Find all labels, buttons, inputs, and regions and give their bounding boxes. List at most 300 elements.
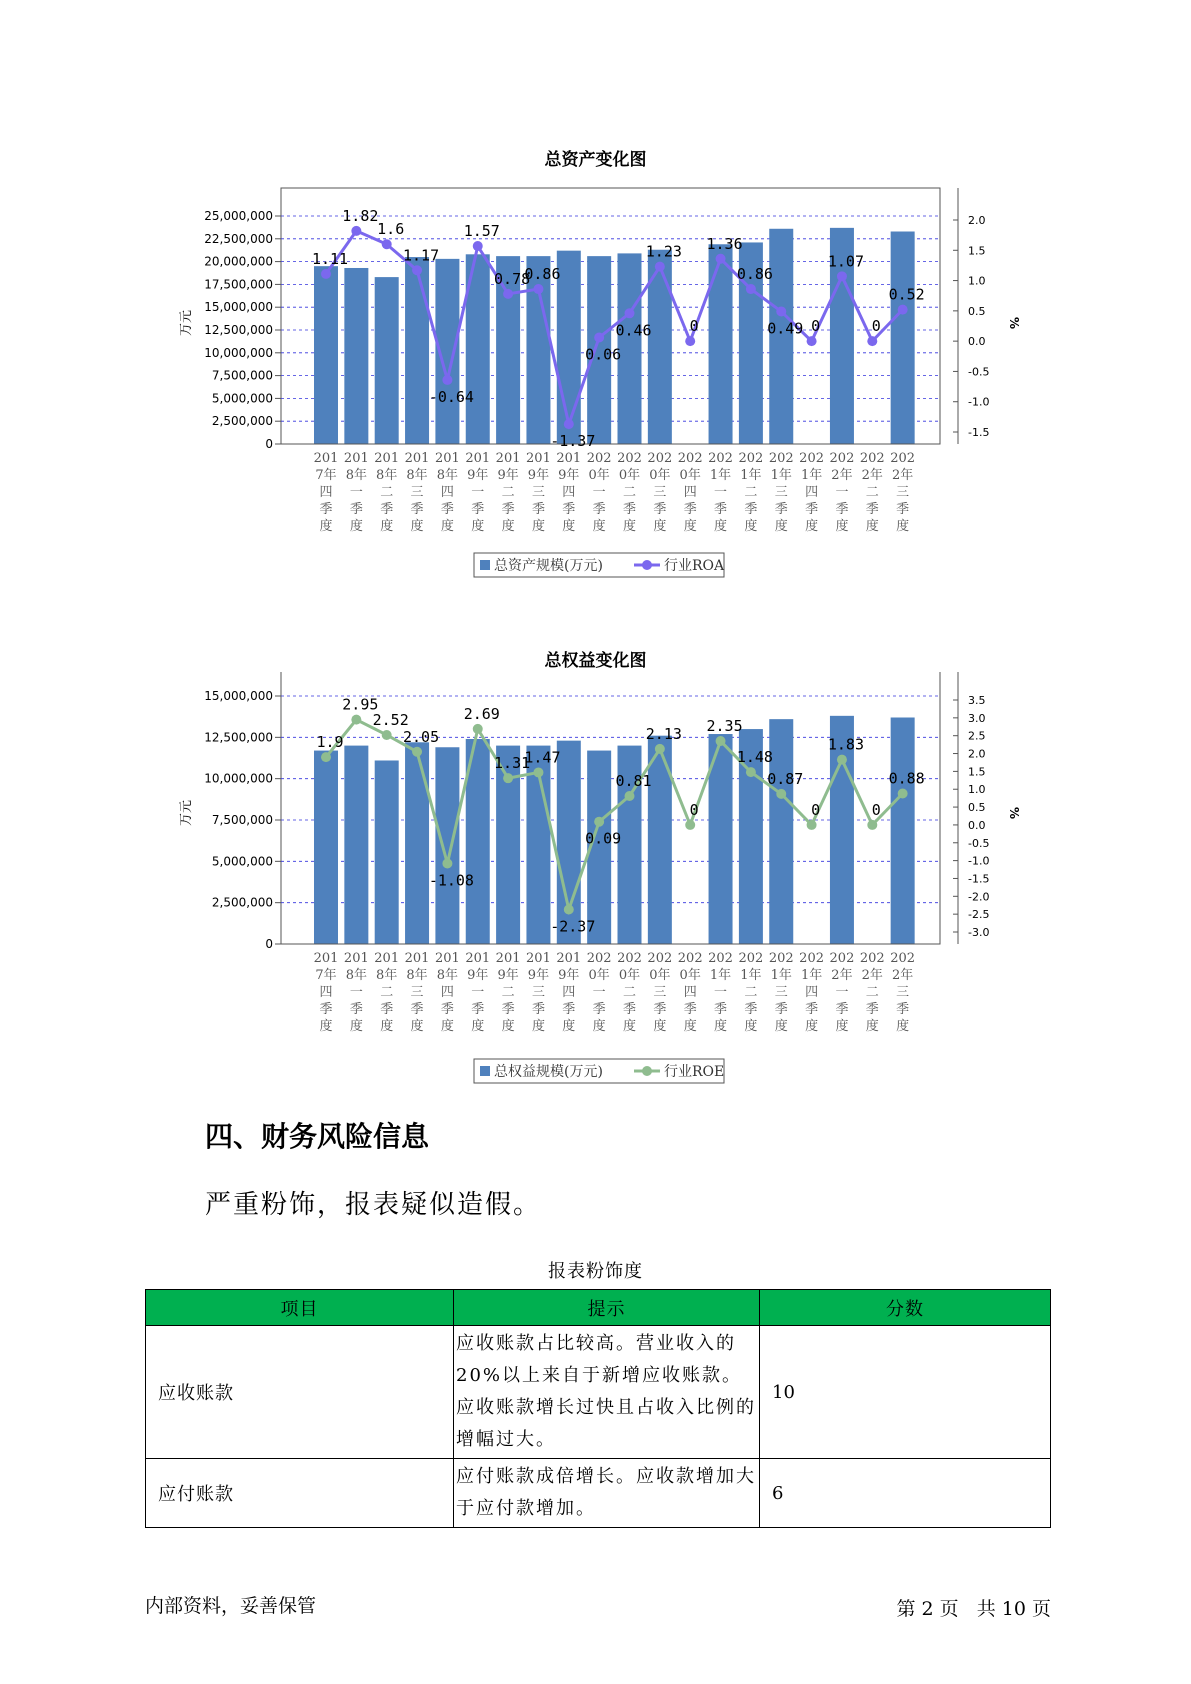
x-tick-label: 三	[896, 985, 910, 1000]
x-tick-label: 201	[404, 951, 430, 966]
y-tick-label: 5,000,000	[211, 391, 273, 406]
x-tick-label: 季	[622, 1002, 637, 1017]
x-tick-label: 季	[531, 502, 545, 517]
y2-tick-label: 1.5	[968, 765, 986, 779]
y2-axis-label: %	[1007, 806, 1021, 820]
series-point	[533, 767, 543, 777]
x-tick-label: 9年	[467, 468, 489, 483]
x-tick-label: 度	[653, 1019, 667, 1034]
x-tick-label: 1年	[709, 968, 732, 983]
x-tick-label: 度	[805, 1019, 819, 1034]
x-tick-label: 2年	[892, 968, 914, 983]
data-label: 0.78	[494, 269, 531, 288]
x-tick-label: 0年	[588, 968, 610, 983]
x-tick-label: 度	[562, 519, 576, 534]
x-tick-label: 度	[380, 1019, 394, 1034]
x-tick-label: 度	[865, 519, 879, 534]
x-tick-label: 度	[835, 1019, 849, 1034]
bar	[314, 751, 338, 944]
row-item: 应收账款	[146, 1326, 454, 1459]
risk-table	[145, 1289, 1051, 1528]
x-tick-label: 季	[683, 1002, 697, 1017]
bar	[344, 746, 368, 944]
total-assets-chart	[0, 172, 1191, 592]
y2-tick-label: 1.5	[968, 244, 986, 258]
data-label: 0	[689, 317, 699, 336]
table-row	[146, 1459, 1051, 1528]
y2-tick-label: 0.0	[968, 818, 986, 832]
x-tick-label: 度	[744, 1019, 758, 1034]
y2-tick-label: 0.0	[968, 335, 986, 349]
x-tick-label: 202	[617, 951, 642, 966]
x-tick-label: 四	[562, 485, 576, 500]
x-tick-label: 度	[440, 519, 454, 534]
y2-tick-label: 0.5	[968, 304, 986, 318]
x-tick-label: 季	[501, 1002, 515, 1017]
x-tick-label: 0年	[618, 968, 641, 983]
data-label: 1.48	[736, 748, 773, 767]
x-tick-label: 季	[471, 502, 485, 517]
x-tick-label: 8年	[345, 968, 367, 983]
x-tick-label: 二	[622, 485, 637, 500]
x-tick-label: 0年	[618, 468, 641, 483]
series-point	[351, 226, 361, 236]
x-tick-label: 度	[319, 1019, 333, 1034]
legend-line-marker	[642, 1066, 652, 1076]
x-tick-label: 三	[653, 485, 667, 500]
x-tick-label: 度	[865, 1019, 879, 1034]
series-point	[321, 752, 331, 762]
x-tick-label: 三	[531, 985, 545, 1000]
x-tick-label: 9年	[527, 968, 550, 983]
x-tick-label: 202	[799, 451, 825, 466]
x-tick-label: 季	[744, 1002, 758, 1017]
x-tick-label: 1年	[800, 968, 823, 983]
x-tick-label: 二	[865, 985, 879, 1000]
x-tick-label: 四	[440, 985, 454, 1000]
header-hint: 提示	[454, 1290, 760, 1326]
x-tick-label: 季	[440, 502, 454, 517]
x-tick-label: 1年	[800, 468, 823, 483]
x-tick-label: 2年	[892, 468, 914, 483]
data-label: 0	[871, 800, 881, 819]
x-tick-label: 201	[526, 451, 551, 466]
y-tick-label: 10,000,000	[204, 345, 273, 360]
x-tick-label: 201	[374, 951, 400, 966]
bar	[375, 277, 399, 444]
data-label: 1.36	[706, 234, 743, 253]
x-tick-label: 四	[319, 485, 333, 500]
x-tick-label: 度	[380, 519, 394, 534]
x-tick-label: 度	[744, 519, 758, 534]
series-point	[898, 789, 908, 799]
x-tick-label: 二	[501, 985, 515, 1000]
x-tick-label: 一	[592, 485, 606, 500]
x-tick-label: 9年	[497, 468, 519, 483]
bar	[405, 257, 429, 444]
series-point	[625, 308, 635, 318]
x-tick-label: 201	[556, 951, 582, 966]
x-tick-label: 季	[714, 502, 728, 517]
series-point	[746, 284, 756, 294]
table-header-row	[146, 1290, 1051, 1326]
x-tick-label: 季	[319, 502, 333, 517]
x-tick-label: 二	[622, 985, 637, 1000]
x-tick-label: 一	[835, 485, 849, 500]
x-tick-label: 201	[374, 451, 400, 466]
x-tick-label: 8年	[345, 468, 367, 483]
data-label: -1.08	[428, 871, 474, 890]
row-item: 应付账款	[146, 1459, 454, 1528]
y-tick-label: 7,500,000	[211, 813, 273, 827]
x-tick-label: 1年	[740, 468, 762, 483]
x-tick-label: 一	[471, 485, 485, 500]
y2-tick-label: 2.0	[968, 214, 986, 227]
x-tick-label: 季	[349, 1002, 363, 1017]
x-tick-label: 201	[434, 951, 460, 966]
x-tick-label: 度	[805, 519, 819, 534]
y2-tick-label: 1.0	[968, 783, 986, 797]
series-point	[533, 284, 543, 294]
x-tick-label: 202	[586, 451, 612, 466]
x-tick-label: 二	[380, 985, 394, 1000]
x-tick-label: 202	[738, 951, 764, 966]
x-tick-label: 一	[349, 985, 363, 1000]
x-tick-label: 度	[622, 519, 637, 534]
y-tick-label: 0	[265, 937, 273, 951]
x-tick-label: 一	[714, 985, 728, 1000]
bar	[435, 747, 459, 944]
footer-page-number: 第 2 页 共 10 页	[896, 1598, 1051, 1620]
series-point	[594, 333, 604, 343]
footer-confidential-note: 内部资料，妥善保管	[145, 1595, 317, 1617]
x-tick-label: 度	[562, 1019, 576, 1034]
series-point	[867, 336, 877, 346]
x-tick-label: 季	[562, 1002, 576, 1017]
series-point	[351, 715, 361, 725]
series-point	[442, 858, 452, 868]
x-tick-label: 季	[896, 1002, 910, 1017]
x-tick-label: 0年	[649, 968, 671, 983]
x-tick-label: 度	[319, 519, 333, 534]
x-tick-label: 201	[404, 451, 430, 466]
x-tick-label: 202	[799, 951, 825, 966]
x-tick-label: 201	[313, 451, 339, 466]
data-label: -2.37	[550, 917, 596, 936]
y-tick-label: 15,000,000	[204, 689, 273, 703]
data-label: 0	[811, 800, 821, 819]
series-point	[412, 265, 422, 275]
x-tick-label: 度	[714, 519, 728, 534]
series-point	[473, 241, 483, 251]
legend-bar-swatch	[480, 560, 490, 570]
x-tick-label: 202	[890, 951, 916, 966]
x-tick-label: 季	[653, 1002, 667, 1017]
y-tick-label: 12,500,000	[204, 730, 273, 745]
series-point	[382, 730, 392, 740]
x-tick-label: 202	[617, 451, 642, 466]
y-tick-label: 25,000,000	[204, 209, 273, 223]
series-point	[412, 747, 422, 757]
x-tick-label: 三	[653, 985, 667, 1000]
y-axis-label: 万元	[179, 799, 194, 827]
x-tick-label: 季	[380, 502, 394, 517]
x-tick-label: 季	[622, 502, 637, 517]
x-tick-label: 2年	[831, 468, 853, 483]
x-tick-label: 度	[592, 1019, 606, 1034]
bar	[405, 742, 429, 944]
x-tick-label: 9年	[558, 968, 580, 983]
x-tick-label: 202	[647, 951, 673, 966]
series-point	[807, 336, 817, 346]
x-tick-label: 季	[531, 1002, 545, 1017]
x-tick-label: 201	[343, 951, 369, 966]
x-tick-label: 度	[471, 519, 485, 534]
x-tick-label: 度	[440, 1019, 454, 1034]
x-tick-label: 9年	[497, 968, 519, 983]
x-tick-label: 季	[410, 1002, 424, 1017]
bar	[709, 244, 733, 444]
x-tick-label: 季	[471, 1002, 485, 1017]
x-tick-label: 四	[683, 485, 697, 500]
x-tick-label: 三	[531, 485, 545, 500]
x-tick-label: 二	[865, 485, 879, 500]
x-tick-label: 2年	[861, 468, 883, 483]
x-tick-label: 度	[714, 1019, 728, 1034]
legend-line-label: 行业ROE	[664, 1064, 725, 1080]
x-tick-label: 三	[410, 985, 424, 1000]
y2-tick-label: -2.5	[968, 908, 990, 922]
series-point	[503, 289, 513, 299]
x-tick-label: 度	[471, 1019, 485, 1034]
legend-bar-label: 总资产规模(万元)	[494, 558, 603, 574]
section-summary: 严重粉饰，报表疑似造假。	[205, 1190, 542, 1220]
series-point	[837, 271, 847, 281]
table-caption: 报表粉饰度	[548, 1261, 643, 1282]
x-tick-label: 一	[714, 485, 728, 500]
x-tick-label: 度	[896, 519, 910, 534]
series-point	[564, 905, 574, 915]
x-tick-label: 8年	[436, 968, 459, 983]
x-tick-label: 四	[440, 485, 454, 500]
x-tick-label: 四	[319, 985, 333, 1000]
x-tick-label: 季	[380, 1002, 394, 1017]
x-tick-label: 季	[896, 502, 910, 517]
x-tick-label: 度	[349, 519, 363, 534]
data-label: 1.9	[316, 733, 344, 752]
data-label: 1.23	[645, 242, 682, 261]
y-tick-label: 2,500,000	[211, 895, 273, 910]
x-tick-label: 一	[835, 985, 849, 1000]
x-tick-label: 2年	[831, 968, 853, 983]
bar	[375, 760, 399, 944]
x-tick-label: 8年	[376, 468, 398, 483]
y2-tick-label: -1.0	[968, 395, 990, 409]
y-tick-label: 7,500,000	[211, 368, 273, 383]
y-tick-label: 10,000,000	[204, 771, 273, 786]
data-label: -1.37	[550, 432, 596, 451]
x-tick-label: 度	[501, 1019, 515, 1034]
x-tick-label: 8年	[406, 468, 428, 483]
data-label: 1.17	[402, 246, 440, 265]
series-point	[898, 305, 908, 315]
x-tick-label: 202	[677, 951, 703, 966]
data-label: 2.05	[402, 727, 440, 746]
x-tick-label: 三	[410, 485, 424, 500]
x-tick-label: 季	[440, 1002, 454, 1017]
x-tick-label: 季	[835, 502, 849, 517]
data-label: 1.6	[377, 220, 405, 239]
y2-tick-label: -0.5	[968, 365, 990, 379]
x-tick-label: 季	[865, 502, 879, 517]
data-label: 1.07	[827, 252, 865, 271]
section-heading: 四、财务风险信息	[205, 1120, 430, 1153]
y2-axis-label: %	[1007, 316, 1021, 330]
y2-tick-label: -1.5	[968, 872, 990, 886]
y2-tick-label: 3.5	[968, 694, 986, 707]
x-tick-label: 季	[805, 1002, 819, 1017]
bar	[891, 232, 915, 444]
series-point	[321, 269, 331, 279]
header-item: 项目	[146, 1290, 454, 1326]
data-label: 1.57	[463, 222, 500, 241]
bar	[314, 266, 338, 444]
x-tick-label: 度	[531, 519, 545, 534]
x-tick-label: 度	[410, 1019, 424, 1034]
x-tick-label: 度	[653, 519, 667, 534]
x-tick-label: 9年	[558, 468, 580, 483]
row-score: 10	[760, 1326, 1051, 1459]
x-tick-label: 201	[434, 451, 460, 466]
y2-tick-label: -0.5	[968, 836, 990, 850]
x-tick-label: 度	[774, 1019, 788, 1034]
x-tick-label: 202	[768, 451, 794, 466]
series-point	[685, 820, 695, 830]
y-axis-label: 万元	[179, 309, 194, 337]
y2-tick-label: 2.5	[968, 729, 986, 743]
x-tick-label: 一	[349, 485, 363, 500]
legend-bar-swatch	[480, 1066, 490, 1076]
x-tick-label: 度	[592, 519, 606, 534]
series-point	[716, 736, 726, 746]
series-point	[776, 306, 786, 316]
y-tick-label: 17,500,000	[204, 277, 273, 292]
x-tick-label: 度	[774, 519, 788, 534]
series-point	[685, 336, 695, 346]
series-point	[473, 724, 483, 734]
data-label: 1.31	[494, 754, 531, 773]
x-tick-label: 二	[744, 485, 758, 500]
x-tick-label: 度	[531, 1019, 545, 1034]
series-point	[564, 419, 574, 429]
x-tick-label: 201	[465, 951, 491, 966]
x-tick-label: 三	[774, 985, 788, 1000]
data-label: 2.13	[645, 724, 682, 743]
data-label: 0	[811, 317, 821, 336]
x-tick-label: 季	[683, 502, 697, 517]
x-tick-label: 四	[683, 985, 697, 1000]
x-tick-label: 0年	[588, 468, 610, 483]
y-tick-label: 20,000,000	[204, 254, 273, 269]
x-tick-label: 度	[896, 1019, 910, 1034]
series-point	[382, 239, 392, 249]
x-tick-label: 季	[774, 502, 788, 517]
y2-tick-label: -2.0	[968, 890, 990, 904]
x-tick-label: 一	[471, 985, 485, 1000]
x-tick-label: 202	[738, 451, 764, 466]
x-tick-label: 三	[774, 485, 788, 500]
x-tick-label: 201	[526, 951, 551, 966]
x-tick-label: 202	[859, 951, 885, 966]
series-point	[503, 773, 513, 783]
x-tick-label: 一	[592, 985, 606, 1000]
x-tick-label: 8年	[406, 968, 428, 983]
data-label: 0.06	[585, 345, 622, 364]
data-label: -0.64	[428, 387, 474, 406]
row-hint: 应付账款成倍增长。应收款增加大于应付款增加。	[454, 1459, 760, 1528]
series-point	[746, 767, 756, 777]
series-point	[625, 791, 635, 801]
row-hint: 应收账款占比较高。营业收入的20%以上来自于新增应收账款。应收账款增长过快且占收入比例的增幅过大。	[454, 1326, 760, 1459]
x-tick-label: 202	[890, 451, 916, 466]
data-label: 2.95	[342, 695, 379, 714]
y-tick-label: 0	[265, 437, 273, 451]
x-tick-label: 三	[896, 485, 910, 500]
bar	[891, 717, 915, 944]
data-label: 0.88	[888, 769, 925, 788]
x-tick-label: 1年	[709, 468, 732, 483]
x-tick-label: 度	[683, 1019, 697, 1034]
x-tick-label: 季	[805, 502, 819, 517]
data-label: 0.46	[615, 321, 652, 340]
data-label: 0	[689, 800, 699, 819]
x-tick-label: 度	[349, 1019, 363, 1034]
data-label: 0	[871, 317, 881, 336]
x-tick-label: 201	[495, 451, 521, 466]
data-label: 0.81	[615, 772, 652, 791]
x-tick-label: 202	[829, 451, 855, 466]
data-label: 1.83	[827, 735, 865, 754]
x-tick-label: 0年	[679, 968, 701, 983]
x-tick-label: 二	[380, 485, 394, 500]
header-score: 分数	[760, 1290, 1051, 1326]
total-equity-chart	[0, 672, 1191, 1097]
x-tick-label: 8年	[436, 468, 459, 483]
data-label: 2.35	[706, 717, 743, 736]
x-tick-label: 201	[313, 951, 339, 966]
x-tick-label: 201	[556, 451, 582, 466]
x-tick-label: 202	[586, 951, 612, 966]
series-point	[776, 789, 786, 799]
series-point	[655, 262, 665, 272]
x-tick-label: 度	[683, 519, 697, 534]
x-tick-label: 季	[592, 1002, 606, 1017]
data-label: 1.11	[311, 249, 349, 268]
x-tick-label: 季	[714, 1002, 728, 1017]
x-tick-label: 季	[319, 1002, 333, 1017]
y2-tick-label: -3.0	[968, 926, 990, 939]
x-tick-label: 季	[774, 1002, 788, 1017]
x-tick-label: 季	[865, 1002, 879, 1017]
x-tick-label: 季	[592, 502, 606, 517]
x-tick-label: 度	[501, 519, 515, 534]
data-label: 2.69	[463, 704, 500, 723]
x-tick-label: 季	[744, 502, 758, 517]
y-tick-label: 12,500,000	[204, 323, 273, 337]
x-tick-label: 9年	[467, 968, 489, 983]
x-tick-label: 度	[835, 519, 849, 534]
x-tick-label: 202	[647, 451, 673, 466]
